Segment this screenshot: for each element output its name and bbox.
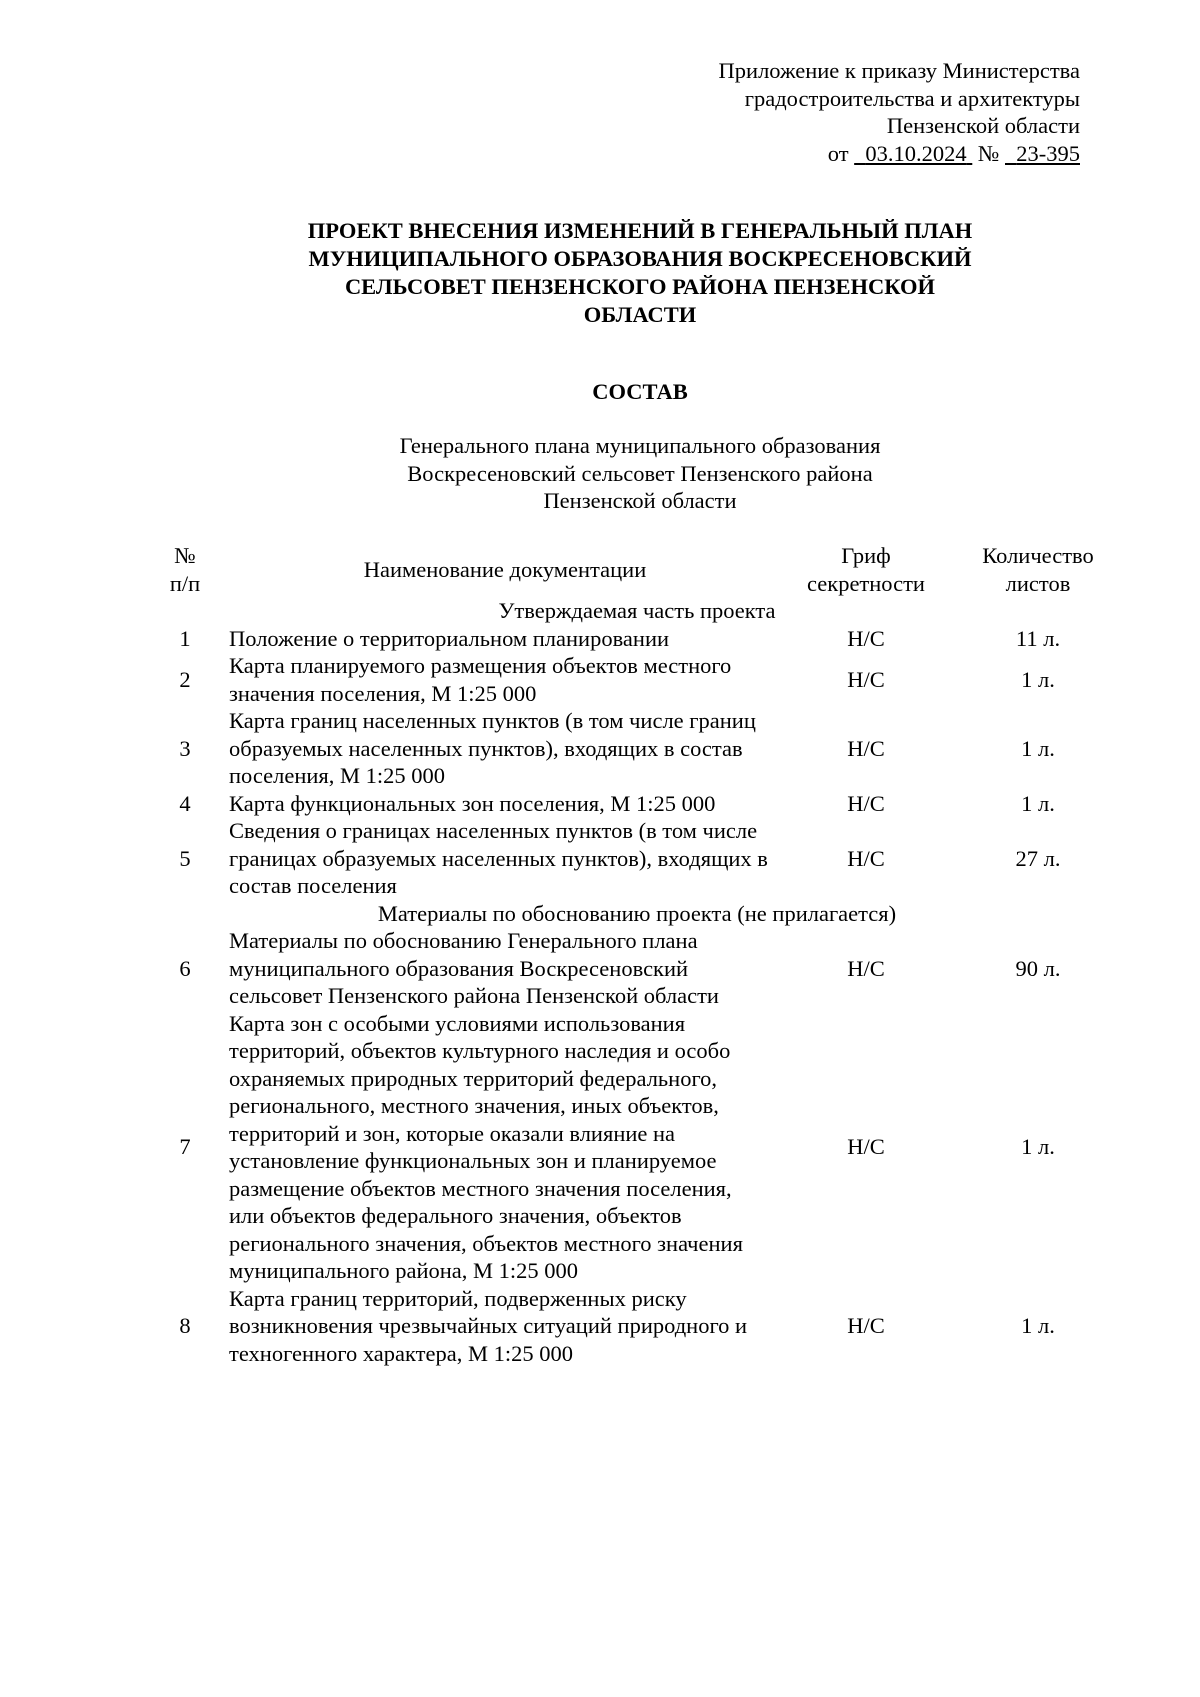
row-name-line: Сведения о границах населенных пунктов (в том числе: [229, 818, 758, 843]
row-qty: 1 л.: [1021, 666, 1055, 692]
row-qty: 27 л.: [1015, 845, 1061, 871]
row-qty: 90 л.: [1015, 955, 1061, 981]
row-name: [225, 652, 785, 707]
appendix-line-2: градостроительства и архитектуры: [744, 85, 1080, 111]
row-name: [225, 1285, 785, 1368]
row-name-line: границах образуемых населенных пунктов), входящих в: [229, 845, 768, 871]
table-row: [145, 790, 1129, 818]
header-grif: Гриф секретности: [807, 543, 925, 596]
appendix-date-line: [719, 140, 1080, 168]
title-line-1: ПРОЕКТ ВНЕСЕНИЯ ИЗМЕНЕНИЙ В ГЕНЕРАЛЬНЫЙ ПЛАН: [307, 218, 973, 243]
row-name-line: регионального значения, объектов местного значения: [229, 1230, 743, 1256]
row-qty: 11 л.: [1015, 625, 1061, 651]
row-name-line: муниципального района, М 1:25 000: [229, 1258, 579, 1283]
table-row: [145, 927, 1129, 1010]
row-name: [225, 817, 785, 900]
header-qty: Количество листов: [982, 543, 1094, 596]
row-name-line: Карта функциональных зон поселения, М 1:25 000: [229, 790, 716, 816]
row-name-line: муниципального образования Воскресеновский: [229, 955, 689, 981]
header-name: Наименование документации: [363, 556, 647, 582]
row-name-line: территорий, объектов культурного наследия и особо: [229, 1038, 731, 1063]
title-line-4: ОБЛАСТИ: [583, 302, 697, 327]
row-name: [225, 625, 785, 653]
section-approved-part: [145, 597, 1129, 625]
date-prefix: от: [827, 140, 849, 166]
row-grif: Н/С: [847, 955, 885, 981]
row-qty: 1 л.: [1021, 790, 1055, 816]
row-name: [225, 790, 785, 818]
row-name-line: размещение объектов местного значения поселения,: [229, 1175, 732, 1201]
row-name-line: образуемых населенных пунктов), входящих в состав: [229, 735, 743, 761]
table-header-row: [145, 542, 1129, 597]
row-number: 6: [179, 955, 191, 981]
row-name-line: Карта границ территорий, подверженных риску: [229, 1285, 687, 1311]
row-name-line: Карта зон с особыми условиями использования: [229, 1010, 686, 1036]
row-number: 3: [179, 735, 191, 761]
row-grif: Н/С: [847, 1313, 885, 1338]
row-number: 1: [179, 625, 191, 651]
row-number: 5: [179, 845, 191, 871]
appendix-line-1: Приложение к приказу Министерства: [718, 58, 1080, 83]
row-name-line: сельсовет Пензенского района Пензенской области: [229, 983, 719, 1008]
row-name-line: установление функциональных зон и планируемое: [229, 1148, 717, 1173]
section-justification-materials: [145, 900, 1129, 928]
row-name-line: возникновения чрезвычайных ситуаций природного и: [229, 1313, 748, 1338]
appendix-header: [719, 57, 1080, 167]
row-name-line: охраняемых природных территорий федерального,: [229, 1065, 718, 1091]
table-row: [145, 1285, 1129, 1368]
row-name-line: значения поселения, М 1:25 000: [229, 680, 537, 706]
document-title: [200, 217, 1080, 329]
title-line-2: МУНИЦИПАЛЬНОГО ОБРАЗОВАНИЯ ВОСКРЕСЕНОВСКИЙ: [308, 246, 972, 271]
documentation-table: [145, 542, 1129, 1367]
table-row: [145, 707, 1129, 790]
row-grif: Н/С: [847, 735, 885, 761]
row-number: 4: [179, 790, 191, 816]
row-qty: 1 л.: [1021, 1134, 1055, 1160]
section-label: Материалы по обоснованию проекта (не прилагается): [377, 900, 897, 926]
row-number: 7: [179, 1134, 191, 1160]
order-number: 23-395: [1016, 140, 1080, 166]
title-line-3: СЕЛЬСОВЕТ ПЕНЗЕНСКОГО РАЙОНА ПЕНЗЕНСКОЙ: [344, 274, 936, 299]
section-label: Утверждаемая часть проекта: [498, 598, 776, 623]
row-grif: Н/С: [847, 845, 885, 871]
row-name-line: или объектов федерального значения, объектов: [229, 1203, 682, 1228]
row-name-line: территорий и зон, которые оказали влияние на: [229, 1120, 676, 1146]
table-row: [145, 652, 1129, 707]
table-row: [145, 625, 1129, 653]
row-grif: Н/С: [847, 1134, 885, 1160]
row-qty: 1 л.: [1021, 735, 1055, 761]
row-name-line: техногенного характера, М 1:25 000: [229, 1340, 573, 1366]
number-prefix: №: [977, 140, 1000, 166]
row-name: [225, 1010, 785, 1285]
row-name-line: состав поселения: [229, 873, 397, 898]
subtitle-line-2: Воскресеновский сельсовет Пензенского района: [407, 460, 873, 486]
row-name-line: Положение о территориальном планировании: [229, 625, 670, 651]
row-qty: 1 л.: [1021, 1313, 1055, 1338]
appendix-line-3: Пензенской области: [886, 113, 1080, 138]
row-name-line: Материалы по обоснованию Генерального плана: [229, 928, 698, 953]
row-name: [225, 707, 785, 790]
subtitle-line-1: Генерального плана муниципального образования: [399, 433, 881, 458]
order-date: 03.10.2024: [865, 140, 967, 166]
row-name: [225, 927, 785, 1010]
row-name-line: Карта границ населенных пунктов (в том числе границ: [229, 708, 756, 733]
row-number: 2: [179, 666, 191, 692]
table-row: [145, 817, 1129, 900]
row-name-line: регионального, местного значения, иных объектов,: [229, 1093, 719, 1118]
row-name-line: Карта планируемого размещения объектов местного: [229, 653, 732, 678]
row-number: 8: [179, 1313, 191, 1338]
table-row: [145, 1010, 1129, 1285]
subtitle-line-3: Пензенской области: [543, 488, 737, 513]
header-num: № п/п: [169, 543, 201, 596]
row-grif: Н/С: [847, 625, 885, 651]
section-heading: СОСТАВ: [592, 379, 688, 404]
row-name-line: поселения, М 1:25 000: [229, 763, 446, 788]
row-grif: Н/С: [847, 666, 885, 692]
row-grif: Н/С: [847, 790, 885, 816]
document-subtitle: [300, 432, 980, 515]
